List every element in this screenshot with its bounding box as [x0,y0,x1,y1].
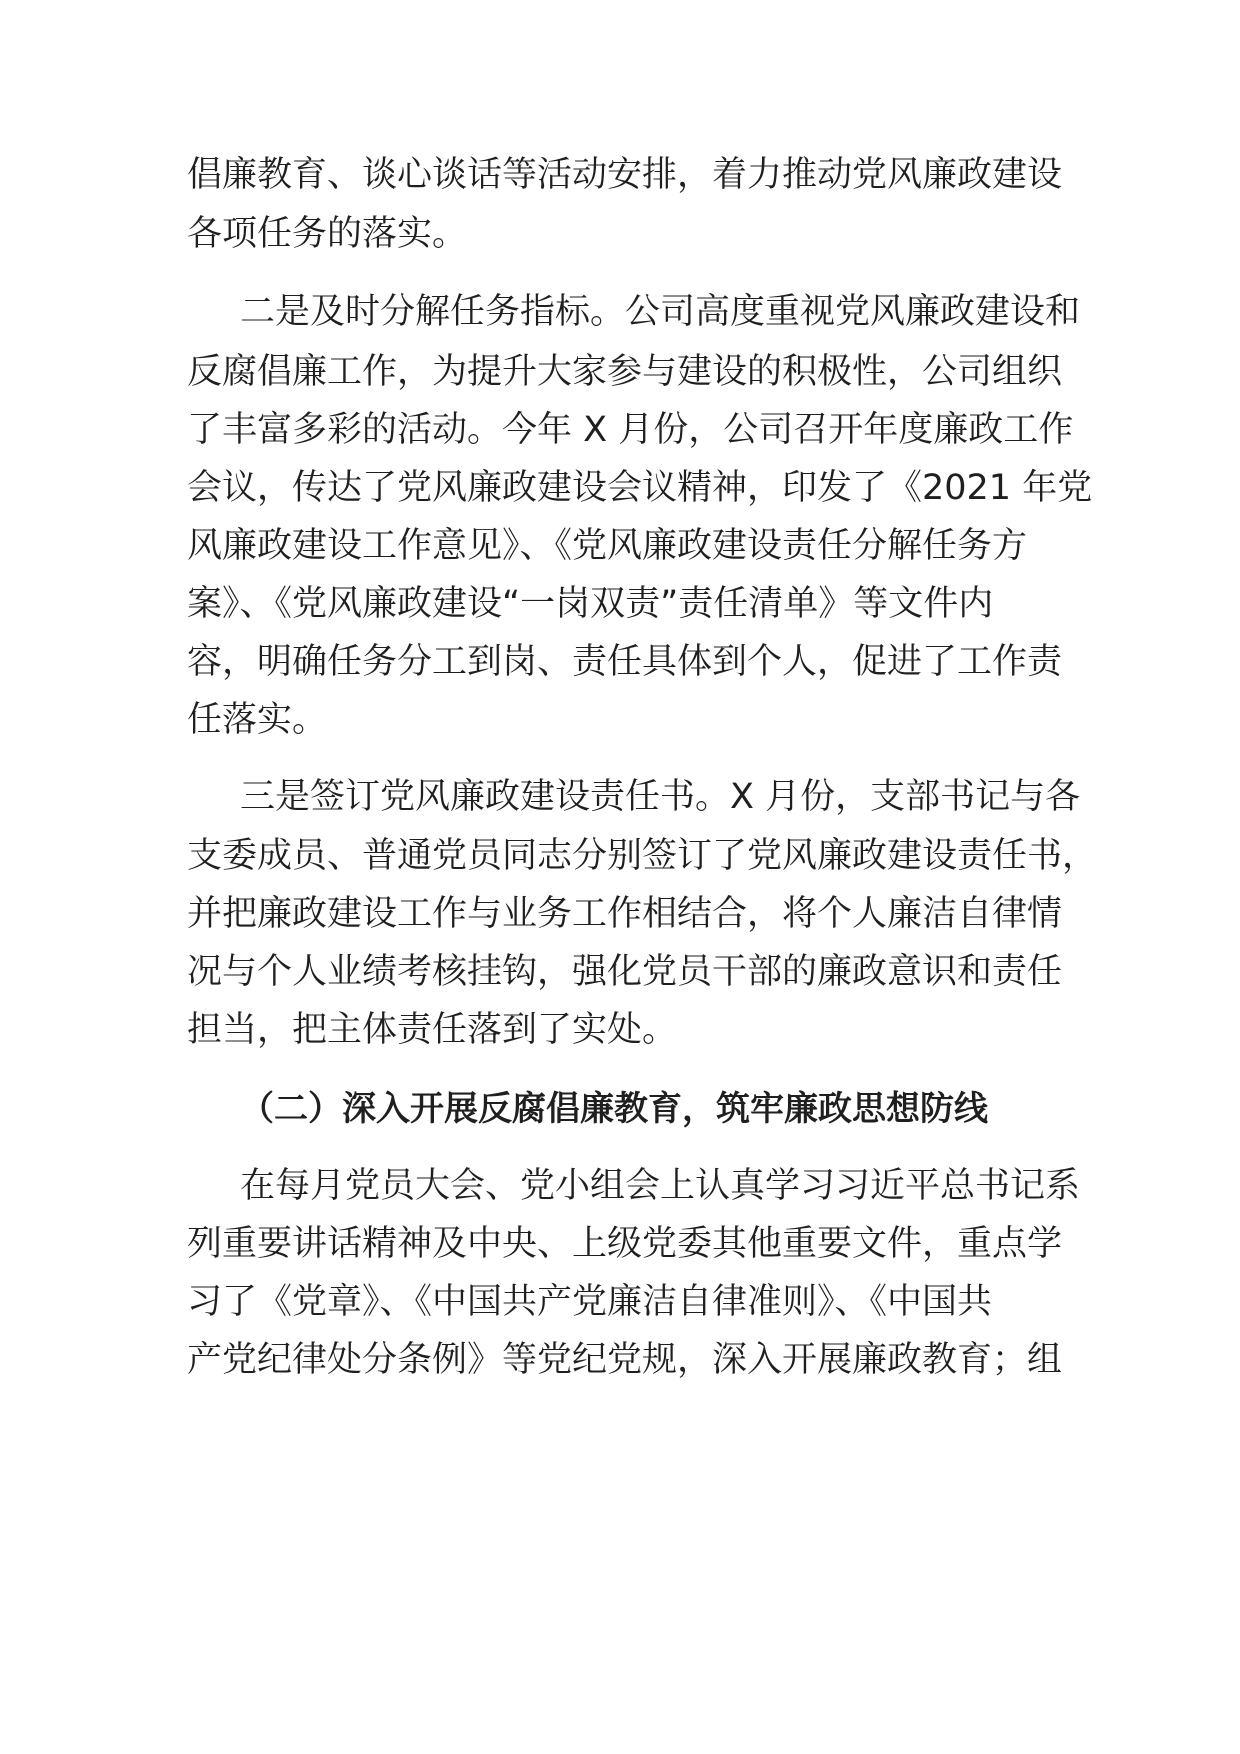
paragraph-3-line-3: 并把廉政建设工作与业务工作相结合，将个人廉洁自律情 [187,894,1063,934]
paragraph-3-line-1: 三是签订党风廉政建设责任书。X 月份，支部书记与各 [240,777,1081,817]
paragraph-1-line-2: 各项任务的落实。 [187,214,468,254]
paragraph-2-line-8: 任落实。 [187,700,328,740]
paragraph-4-line-1: 在每月党员大会、党小组会上认真学习习近平总书记系 [240,1166,1081,1206]
paragraph-2-line-7: 容，明确任务分工到岗、责任具体到个人，促进了工作责 [187,642,1063,682]
paragraph-4-line-2: 列重要讲话精神及中央、上级党委其他重要文件，重点学 [187,1224,1063,1264]
paragraph-2-line-2: 反腐倡廉工作，为提升大家参与建设的积极性，公司组织 [187,352,1063,392]
paragraph-4-line-3: 习了《党章》、《中国共产党廉洁自律准则》、《中国共 [187,1282,993,1322]
paragraph-3-line-4: 况与个人业绩考核挂钩，强化党员干部的廉政意识和责任 [187,952,1063,992]
paragraph-2-line-4: 会议，传达了党风廉政建设会议精神，印发了《2021 年党 [187,468,1093,508]
paragraph-2-line-5: 风廉政建设工作意见》、《党风廉政建设责任分解任务方 [187,526,1028,566]
paragraph-3-line-5: 担当，把主体责任落到了实处。 [187,1010,678,1050]
paragraph-1-line-1: 倡廉教育、谈心谈话等活动安排，着力推动党风廉政建设 [187,155,1063,195]
paragraph-2-line-3: 了丰富多彩的活动。今年 X 月份，公司召开年度廉政工作 [187,410,1074,450]
paragraph-3-line-2: 支委成员、普通党员同志分别签订了党风廉政建设责任书， [187,836,1098,876]
paragraph-2-line-6: 案》、《党风廉政建设“一岗双责”责任清单》等文件内 [187,584,994,624]
paragraph-2-line-1: 二是及时分解任务指标。公司高度重视党风廉政建设和 [240,292,1081,332]
section-heading: （二）深入开展反腐倡廉教育，筑牢廉政思想防线 [240,1089,988,1129]
paragraph-4-line-4: 产党纪律处分条例》等党纪党规，深入开展廉政教育；组 [187,1340,1063,1380]
